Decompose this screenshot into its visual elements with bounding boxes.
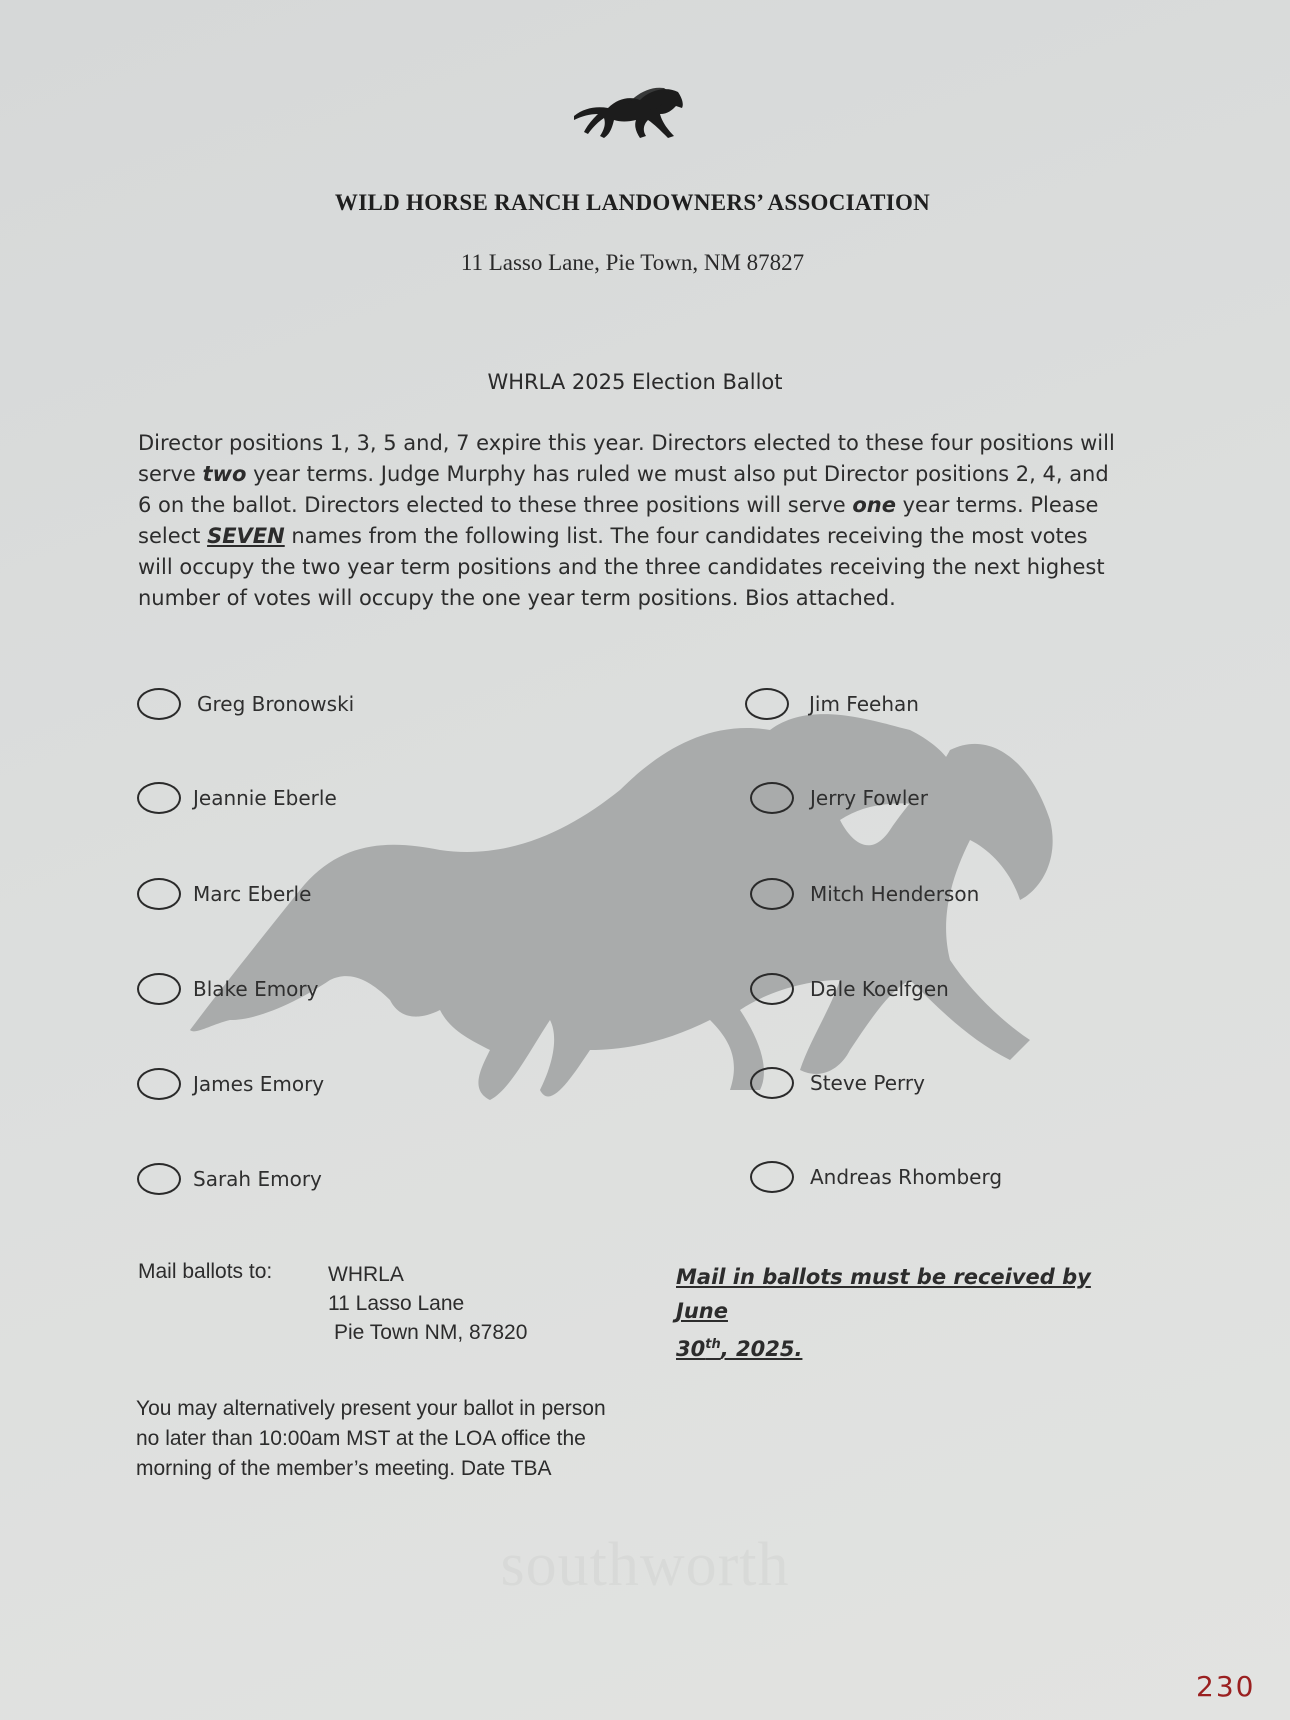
candidate-row — [750, 1161, 1002, 1193]
candidate-row — [137, 1163, 322, 1195]
mail-address-line: 11 Lasso Lane — [328, 1292, 465, 1315]
deadline-day: 30 — [676, 1337, 706, 1361]
paper-watermark — [0, 1530, 1290, 1601]
deadline-line-2 — [676, 1328, 1116, 1366]
vote-oval[interactable] — [137, 1163, 181, 1195]
vote-oval[interactable] — [137, 782, 181, 814]
horse-watermark-icon — [150, 690, 1070, 1210]
emphasis-two: two — [202, 462, 247, 486]
mail-deadline — [676, 1260, 1116, 1366]
candidate-name: Jim Feehan — [809, 692, 919, 716]
instructions-text-4: names from the following list. The four candidates receiving the most votes will occupy the two year term positions and the three candidates receiving the next highest number of votes will occupy the one year term positions. Bios attached. — [138, 524, 1105, 610]
candidate-name: Jerry Fowler — [810, 786, 928, 810]
candidate-name: Steve Perry — [810, 1071, 925, 1095]
mail-address — [328, 1260, 527, 1347]
vote-oval[interactable] — [750, 1067, 794, 1099]
candidate-row — [137, 782, 337, 814]
candidate-row — [137, 973, 318, 1005]
vote-oval[interactable] — [137, 1068, 181, 1100]
candidate-row — [750, 1067, 925, 1099]
page-number: 230 — [1196, 1670, 1256, 1703]
org-name: WILD HORSE RANCH LANDOWNERS’ ASSOCIATION — [334, 190, 931, 215]
candidate-name: Marc Eberle — [193, 882, 312, 906]
candidate-row — [750, 782, 928, 814]
candidate-row — [750, 973, 949, 1005]
candidate-row — [137, 878, 311, 910]
vote-oval[interactable] — [750, 973, 794, 1005]
vote-oval[interactable] — [750, 782, 794, 814]
candidate-name: Blake Emory — [193, 977, 319, 1001]
deadline-ordinal: th — [705, 1337, 721, 1352]
candidate-name: James Emory — [193, 1072, 325, 1096]
deadline-year: , 2025. — [720, 1337, 803, 1361]
candidate-row — [745, 688, 919, 720]
emphasis-one: one — [852, 493, 896, 517]
org-address: 11 Lasso Lane, Pie Town, NM 87827 — [460, 250, 805, 275]
mail-address-line: Pie Town NM, 87820 — [334, 1321, 528, 1344]
candidate-name: Andreas Rhomberg — [810, 1165, 1003, 1189]
in-person-note: You may alternatively present your ballot in person no later than 10:00am MST at the LOA office the morning of the member’s meeting. Date TBA — [136, 1397, 606, 1480]
vote-oval[interactable] — [137, 878, 181, 910]
candidate-name: Sarah Emory — [193, 1167, 322, 1191]
instructions-text-2: year terms. Judge Murphy has ruled we must also put Director positions 2, 4, and 6 on the ballot. Directors elected to these three positions will serve — [138, 462, 1109, 517]
vote-oval[interactable] — [750, 1161, 794, 1193]
deadline-line-1: Mail in ballots must be received by June — [676, 1265, 1091, 1323]
candidate-name: Dale Koelfgen — [810, 977, 949, 1001]
mail-address-line: WHRLA — [328, 1263, 404, 1286]
ballot-instructions — [138, 428, 1128, 614]
candidate-name: Mitch Henderson — [810, 882, 980, 906]
vote-oval[interactable] — [137, 688, 181, 720]
ballot-title: WHRLA 2025 Election Ballot — [487, 370, 783, 394]
instructions-text-3: year terms. Please select — [138, 493, 1099, 548]
emphasis-seven: SEVEN — [207, 524, 285, 548]
vote-oval[interactable] — [750, 878, 794, 910]
candidate-name: Greg Bronowski — [197, 692, 355, 716]
vote-oval[interactable] — [745, 688, 789, 720]
mail-label: Mail ballots to: — [138, 1260, 273, 1283]
candidate-row — [137, 1068, 324, 1100]
candidate-row — [137, 688, 354, 720]
candidate-row — [750, 878, 979, 910]
candidate-name: Jeannie Eberle — [193, 786, 337, 810]
two-running-horses-icon — [570, 78, 690, 148]
vote-oval[interactable] — [137, 973, 181, 1005]
instructions-text-1: Director positions 1, 3, 5 and, 7 expire this year. Directors elected to these four positions will serve — [138, 431, 1115, 486]
